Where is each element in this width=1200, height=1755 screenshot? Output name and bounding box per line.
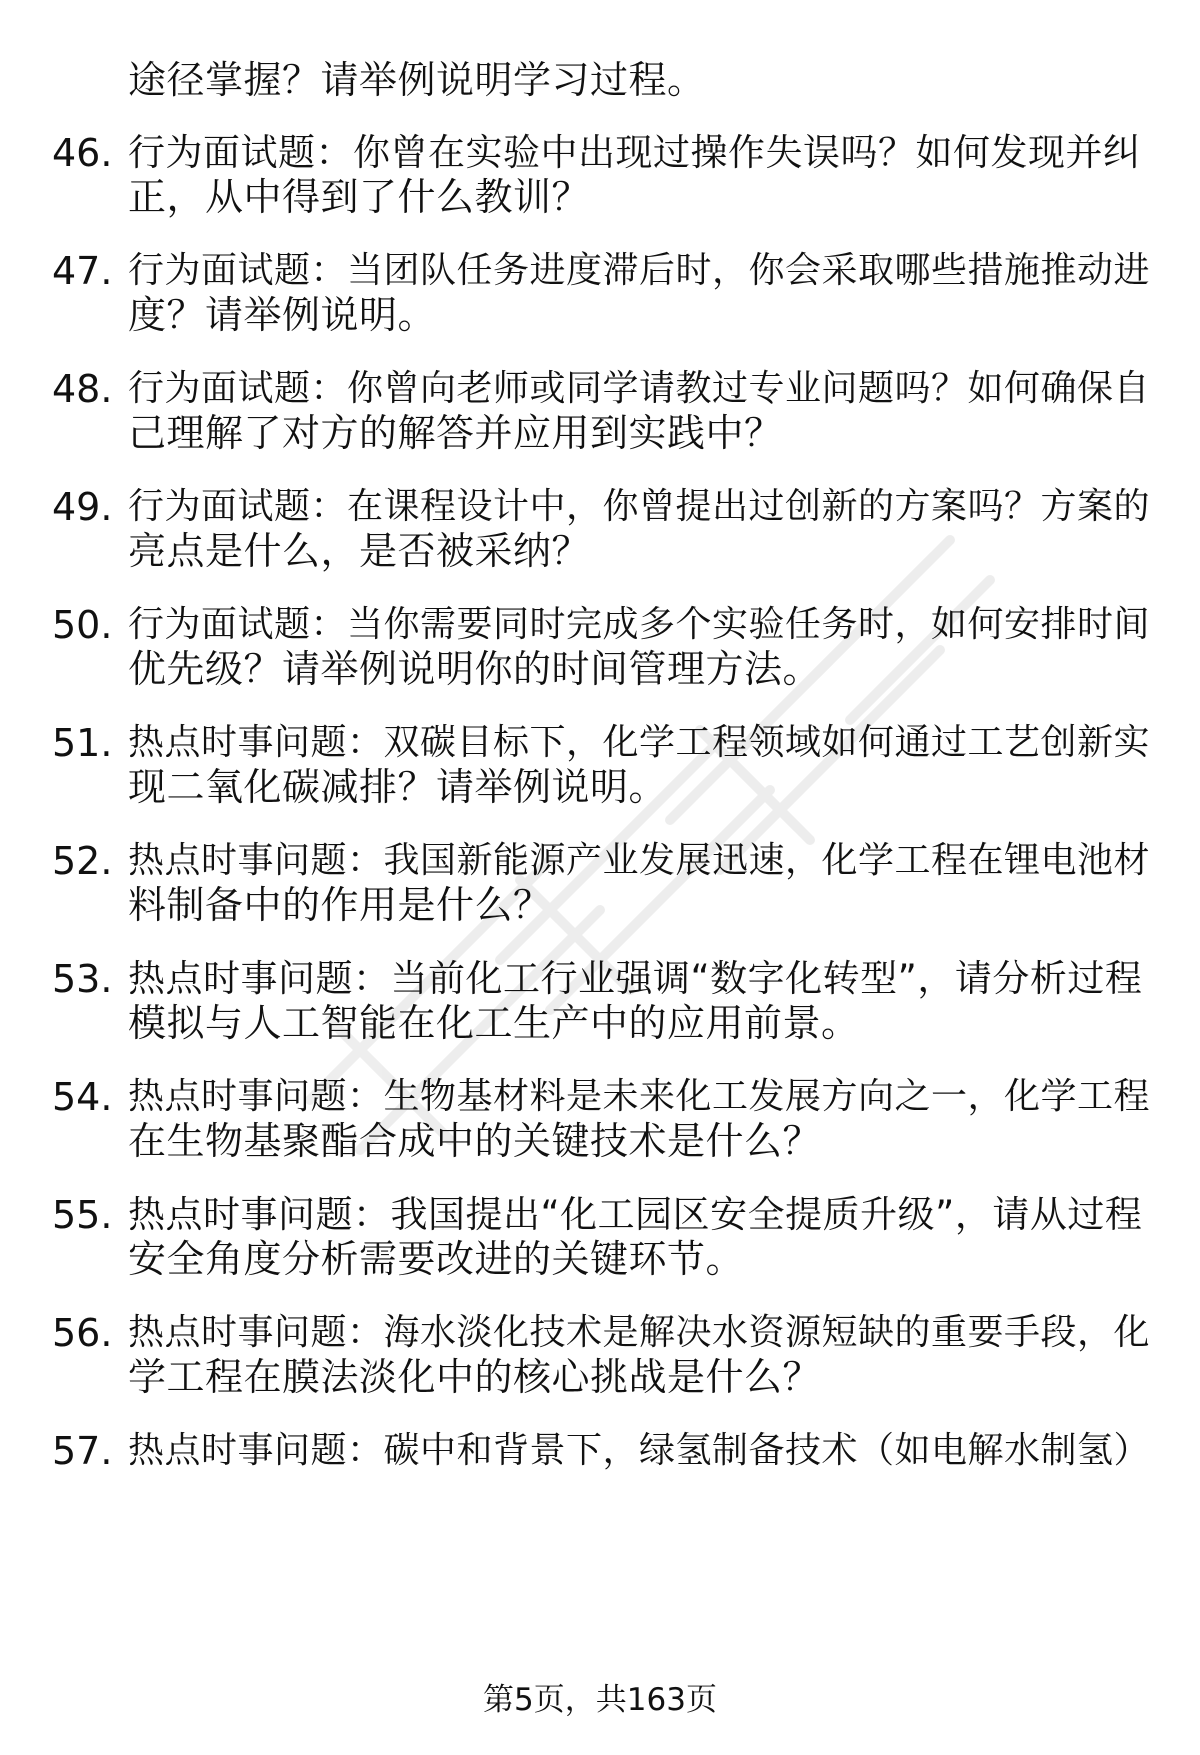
item-number: 56. — [52, 1311, 113, 1355]
item-text-line: 优先级？请举例说明你的时间管理方法。 — [128, 647, 822, 691]
item-text-line: 热点时事问题：我国新能源产业发展迅速，化学工程在锂电池材 — [128, 840, 1151, 881]
item-number: 53. — [52, 957, 113, 1001]
item-text-line: 热点时事问题：海水淡化技术是解决水资源短缺的重要手段，化 — [128, 1312, 1151, 1353]
continued-question-line: 途径掌握？请举例说明学习过程。 — [128, 58, 706, 102]
item-number: 55. — [52, 1193, 113, 1237]
item-text-line: 热点时事问题：生物基材料是未来化工发展方向之一，化学工程 — [128, 1076, 1151, 1117]
item-text-line: 行为面试题：你曾向老师或同学请教过专业问题吗？如何确保自 — [128, 368, 1151, 409]
item-text-line: 热点时事问题：碳中和背景下，绿氢制备技术（如电解水制氢） — [128, 1430, 1151, 1471]
item-text-line: 安全角度分析需要改进的关键环节。 — [128, 1237, 745, 1281]
item-text-line: 热点时事问题：当前化工行业强调“数字化转型”，请分析过程 — [128, 957, 1143, 1000]
item-number: 57. — [52, 1429, 113, 1473]
item-text-line: 行为面试题：当团队任务进度滞后时，你会采取哪些措施推动进 — [128, 250, 1151, 291]
item-text-line: 行为面试题：在课程设计中，你曾提出过创新的方案吗？方案的 — [128, 486, 1151, 527]
page-number-footer: 第5页，共163页 — [483, 1682, 717, 1718]
item-number: 54. — [52, 1075, 113, 1119]
item-text-line: 模拟与人工智能在化工生产中的应用前景。 — [128, 1001, 860, 1045]
item-text-line: 热点时事问题：我国提出“化工园区安全提质升级”，请从过程 — [128, 1193, 1143, 1236]
item-text-line: 学工程在膜法淡化中的核心挑战是什么？ — [128, 1355, 822, 1399]
item-number: 46. — [52, 131, 113, 175]
item-text-line: 行为面试题：你曾在实验中出现过操作失误吗？如何发现并纠 — [128, 131, 1141, 174]
item-text-line: 己理解了对方的解答并应用到实践中？ — [128, 411, 783, 455]
item-text-line: 在生物基聚酯合成中的关键技术是什么？ — [128, 1119, 822, 1163]
item-text-line: 亮点是什么，是否被采纳？ — [128, 529, 591, 573]
item-text-line: 行为面试题：当你需要同时完成多个实验任务时，如何安排时间 — [128, 604, 1151, 645]
item-text-line: 热点时事问题：双碳目标下，化学工程领域如何通过工艺创新实 — [128, 722, 1151, 763]
item-text-line: 正，从中得到了什么教训？ — [128, 175, 591, 219]
item-text-line: 料制备中的作用是什么？ — [128, 883, 552, 927]
item-number: 51. — [52, 721, 113, 765]
item-number: 47. — [52, 249, 113, 293]
item-number: 49. — [52, 485, 113, 529]
item-text-line: 度？请举例说明。 — [128, 293, 437, 337]
item-text-line: 现二氧化碳减排？请举例说明。 — [128, 765, 668, 809]
item-number: 52. — [52, 839, 113, 883]
item-number: 50. — [52, 603, 113, 647]
item-number: 48. — [52, 367, 113, 411]
